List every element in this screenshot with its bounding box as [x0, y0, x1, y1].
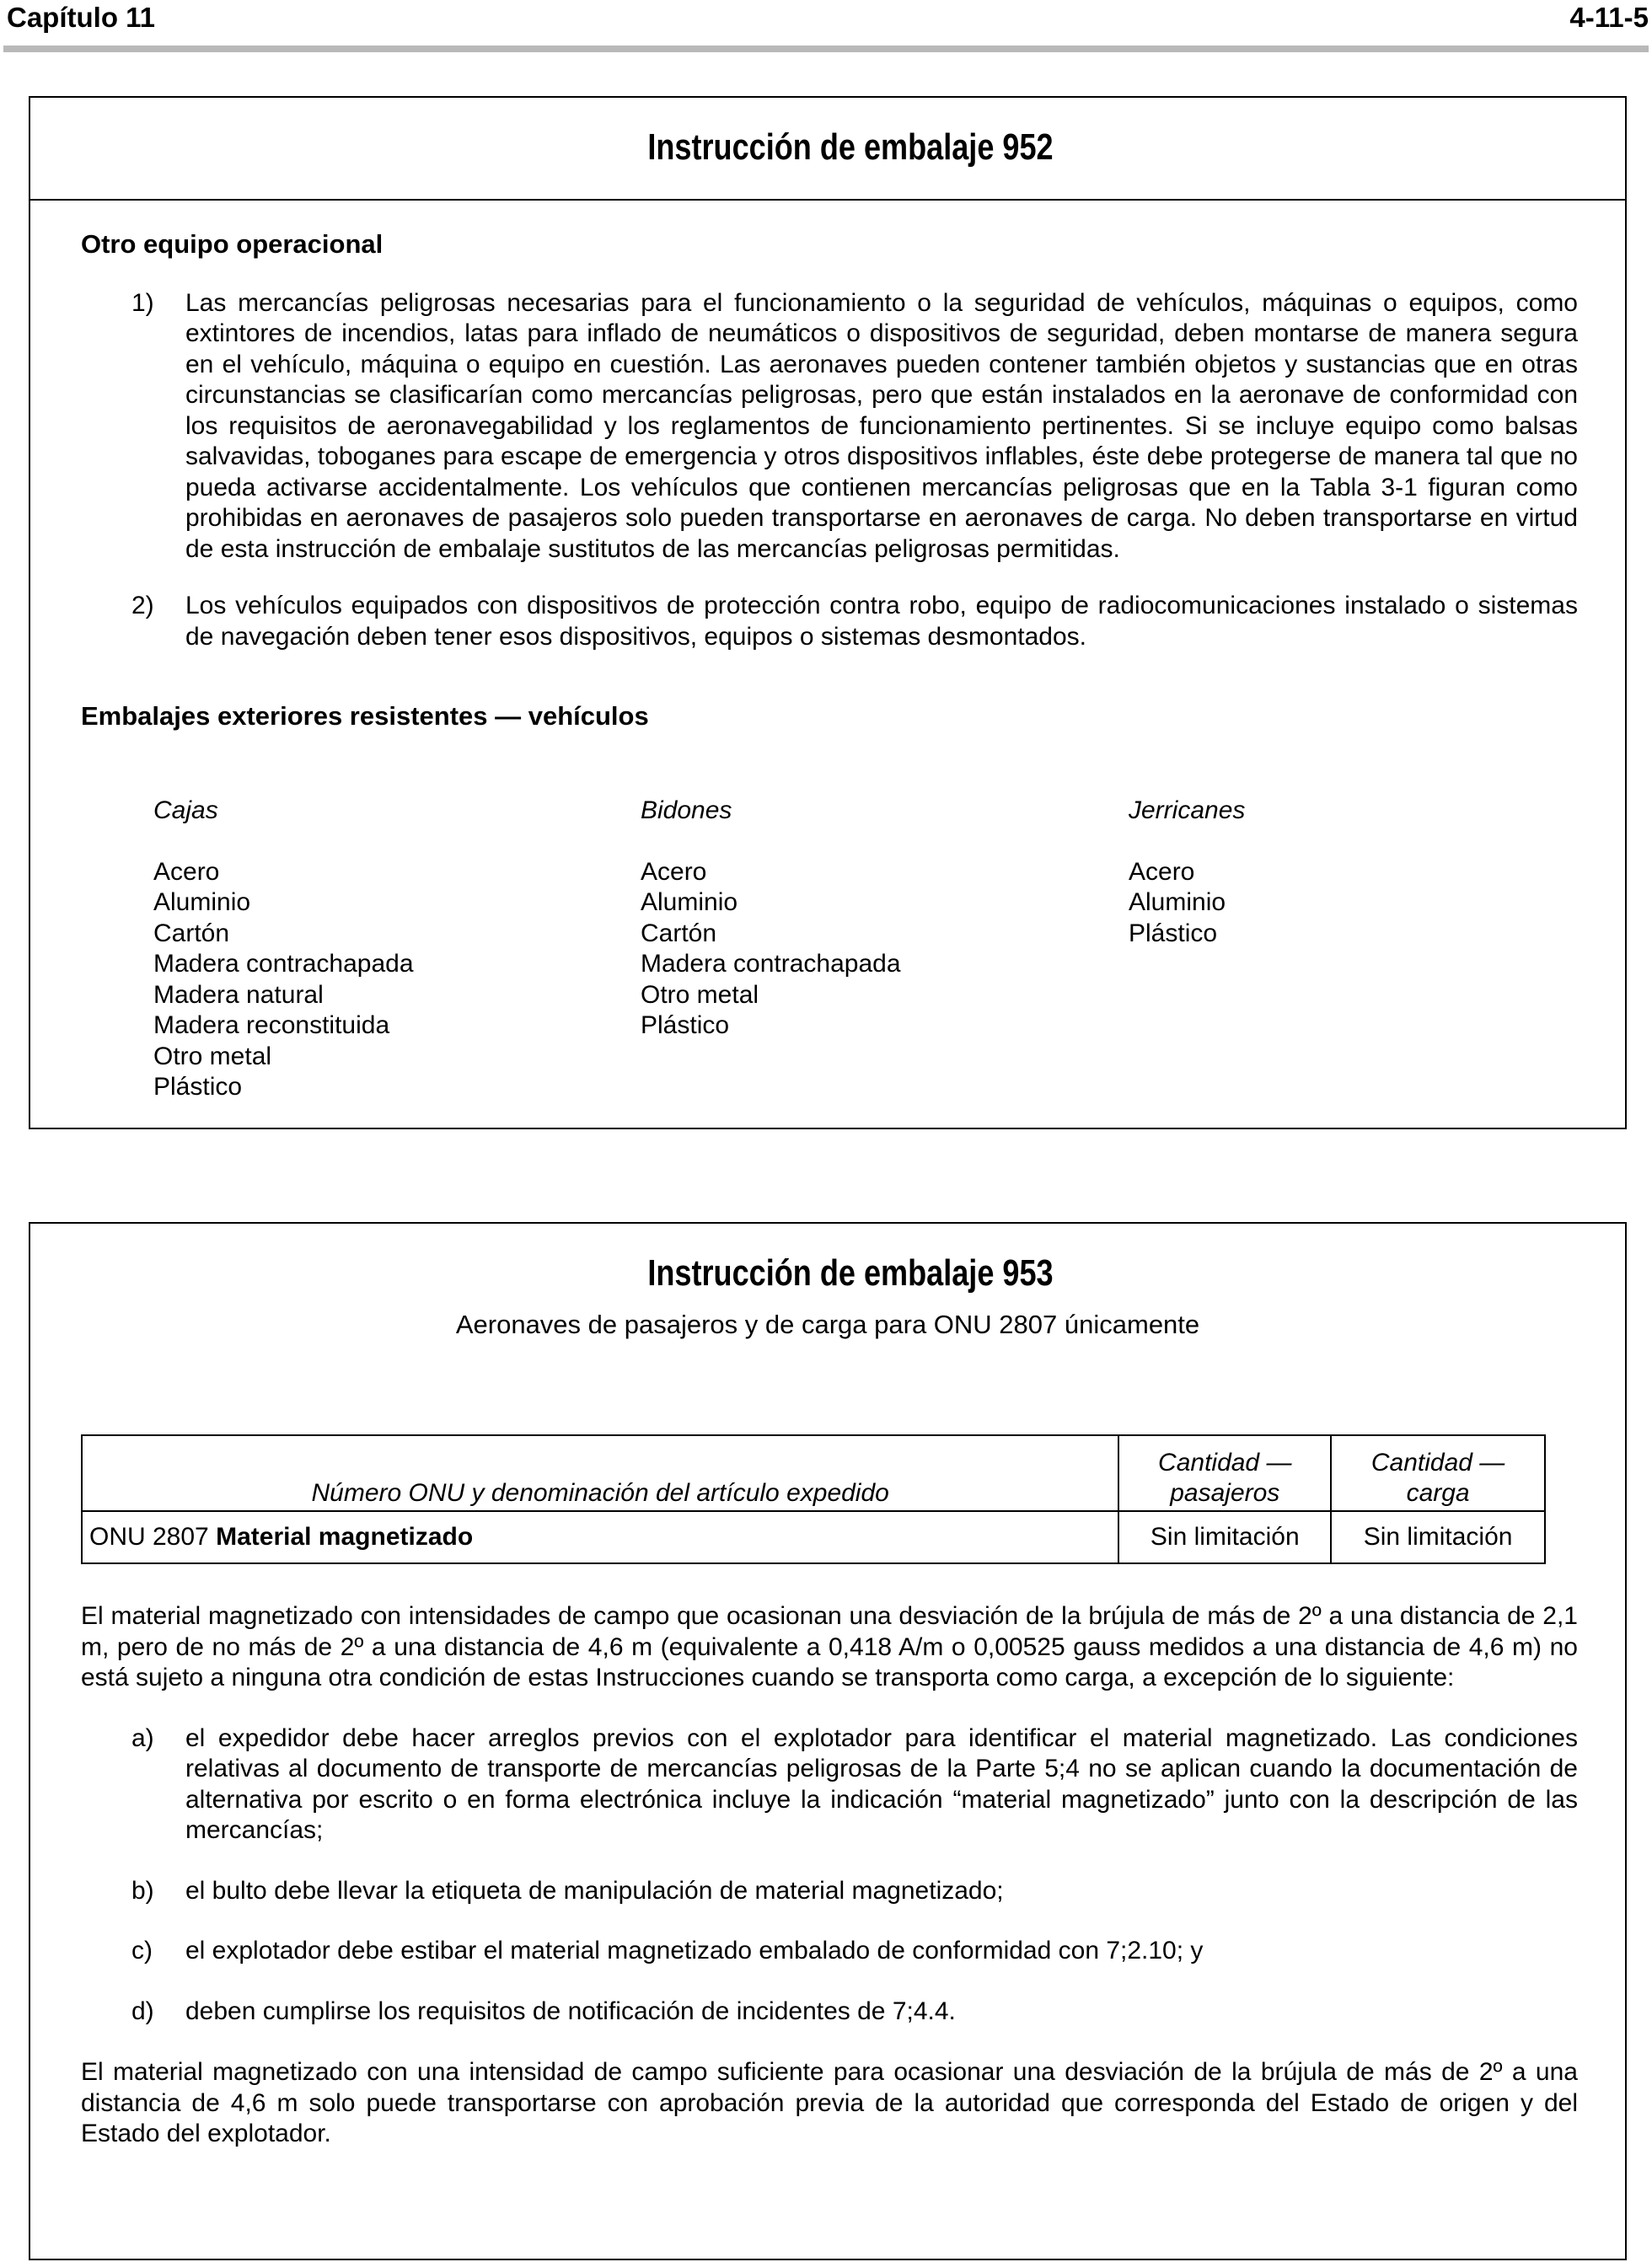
header-line: carga: [1406, 1479, 1470, 1507]
list-marker: c): [131, 1937, 153, 1965]
column-item: Cartón: [641, 919, 717, 947]
cell-qty-passenger: Sin limitación: [1118, 1511, 1331, 1563]
list-text: el bulto debe llevar la etiqueta de manipulación de material magnetizado;: [185, 1876, 1004, 1905]
column-item: Cartón: [153, 919, 230, 947]
packaging-column-cajas: [153, 796, 625, 1103]
list-marker: a): [131, 1723, 154, 1752]
un-number: ONU 2807: [89, 1523, 209, 1551]
header-qty-passenger: [1118, 1435, 1331, 1511]
packaging-column-bidones: [641, 796, 1113, 1042]
column-item: Madera contrachapada: [153, 950, 414, 978]
header-line: Cantidad —: [1158, 1449, 1292, 1477]
column-item: Aluminio: [153, 888, 251, 916]
quantity-table: [81, 1434, 1546, 1564]
column-header: Jerricanes: [1129, 796, 1246, 824]
header-qty-cargo: [1331, 1435, 1545, 1511]
list-marker: b): [131, 1876, 154, 1905]
list-marker: 1): [131, 288, 154, 317]
pi953-title-wrap: [30, 1252, 1625, 1294]
packing-instruction-952: [29, 96, 1627, 1129]
list-item: [81, 288, 1578, 566]
list-item: [81, 1876, 1578, 1907]
cell-qty-cargo: Sin limitación: [1331, 1511, 1545, 1563]
list-item: [81, 1997, 1578, 2028]
list-text: Las mercancías peligrosas necesarias para el funcionamiento o la seguridad de vehículos, máquinas o equipos, como extintores de incendios, latas para inflado de neumáticos o dispositivos de seguridad, deben montarse de manera segura en el vehículo, máquina o equipo en cuestión. Las aeronaves pueden contener también objetos y sustancias que en otras circunstancias se clasificarían como mercancías peligrosas, pero que están instalados en la aeronave de conformidad con los requisitos de aeronavegabilidad y los reglamentos de funcionamiento pertinentes. Si se incluye equipo como balsas salvavidas, toboganes para escape de emergencia y otros dispositivos inflables, éste debe protegerse de manera tal que no pueda activarse accidentalmente. Los vehículos que contienen mercancías peligrosas que en la Tabla 3-1 figuran como prohibidas en aeronaves de pasajeros solo pueden transportarse en aeronaves de carga. No deben transportarse en virtud de esta instrucción de embalaje sustitutos de las mercancías peligrosas permitidas.: [185, 288, 1578, 563]
list-text: el expedidor debe hacer arreglos previos con el explotador para identificar el material magnetizado. Las condiciones relativas al documento de transporte de mercancías peligrosas de la Parte 5;4 no se aplican cuando la documentación de alternativa por escrito o en forma electrónica incluye la indicación “material magnetizado” junto con la descripción de las mercancías;: [185, 1723, 1578, 1844]
column-item: Acero: [1129, 857, 1195, 886]
list-text: el explotador debe estibar el material magnetizado embalado de conformidad con 7;2.10; y: [185, 1937, 1204, 1965]
column-item: Aluminio: [641, 888, 738, 916]
paragraph: El material magnetizado con intensidades de campo que ocasionan una desviación de la brújula de más de 2º a una distancia de 2,1 m, pero de no más de 2º a una distancia de 4,6 m (equivalente a 0,418 A/m o 0,00525 gauss medidos a una distancia de 4,6 m) no está sujeto a ninguna otra condición de estas Instrucciones cuando se transporta como carga, a excepción de lo siguiente:: [81, 1602, 1578, 1691]
column-item: Madera reconstituida: [153, 1011, 390, 1039]
table-row: [82, 1511, 1545, 1563]
packaging-column-jerricanes: [1129, 796, 1601, 949]
pi953-title: Instrucción de embalaje 953: [647, 1252, 1054, 1294]
list-item: [81, 1723, 1578, 1847]
pi952-title: Instrucción de embalaje 952: [647, 126, 1054, 168]
pi952-body: [81, 229, 1578, 732]
column-header: Cajas: [153, 796, 218, 824]
column-item: Acero: [153, 857, 220, 886]
header-rule: [3, 46, 1649, 52]
column-item: Plástico: [641, 1011, 730, 1039]
list-text: Los vehículos equipados con dispositivos de protección contra robo, equipo de radiocomunicaciones instalado o sistemas de navegación deben tener esos dispositivos, equipos o sistemas desmontados.: [185, 592, 1578, 651]
column-item: Acero: [641, 857, 707, 886]
pi953-subtitle: Aeronaves de pasajeros y de carga para ONU 2807 únicamente: [455, 1310, 1200, 1339]
list-item: [81, 1936, 1578, 1967]
pi952-title-wrap: [30, 126, 1625, 169]
chapter-label: Capítulo 11: [7, 2, 156, 33]
header-line: Cantidad —: [1370, 1449, 1505, 1477]
pi953-body: [81, 1601, 1578, 2150]
column-item: Plástico: [153, 1073, 243, 1101]
pi952-title-separator: [30, 199, 1625, 201]
column-item: Madera contrachapada: [641, 950, 901, 978]
column-item: Aluminio: [1129, 888, 1226, 916]
header-un-number: Número ONU y denominación del artículo expedido: [82, 1435, 1118, 1511]
column-item: Otro metal: [641, 980, 759, 1009]
list-item: [81, 591, 1578, 652]
page-number: 4-11-5: [1569, 2, 1649, 33]
list-text: deben cumplirse los requisitos de notificación de incidentes de 7;4.4.: [185, 1997, 956, 2025]
page-header: [3, 0, 1649, 54]
header-line: pasajeros: [1170, 1479, 1280, 1507]
pi952-section2-heading: Embalajes exteriores resistentes — vehículos: [81, 701, 649, 731]
packing-instruction-953: [29, 1222, 1627, 2260]
pi952-section1-heading: Otro equipo operacional: [81, 229, 384, 259]
paragraph: El material magnetizado con una intensidad de campo suficiente para ocasionar una desviación de la brújula de más de 2º a una distancia de 4,6 m solo puede transportarse con aprobación previa de la autoridad que corresponda del Estado de origen y del Estado del explotador.: [81, 2058, 1578, 2147]
list-marker: 2): [131, 592, 154, 619]
shipping-name: Material magnetizado: [216, 1523, 474, 1551]
list-marker: d): [131, 1997, 154, 2025]
column-item: Otro metal: [153, 1042, 272, 1070]
column-item: Plástico: [1129, 919, 1218, 947]
table-header-row: [82, 1435, 1545, 1511]
column-header: Bidones: [641, 796, 732, 824]
column-item: Madera natural: [153, 980, 324, 1009]
cell-un-name: [82, 1511, 1118, 1563]
